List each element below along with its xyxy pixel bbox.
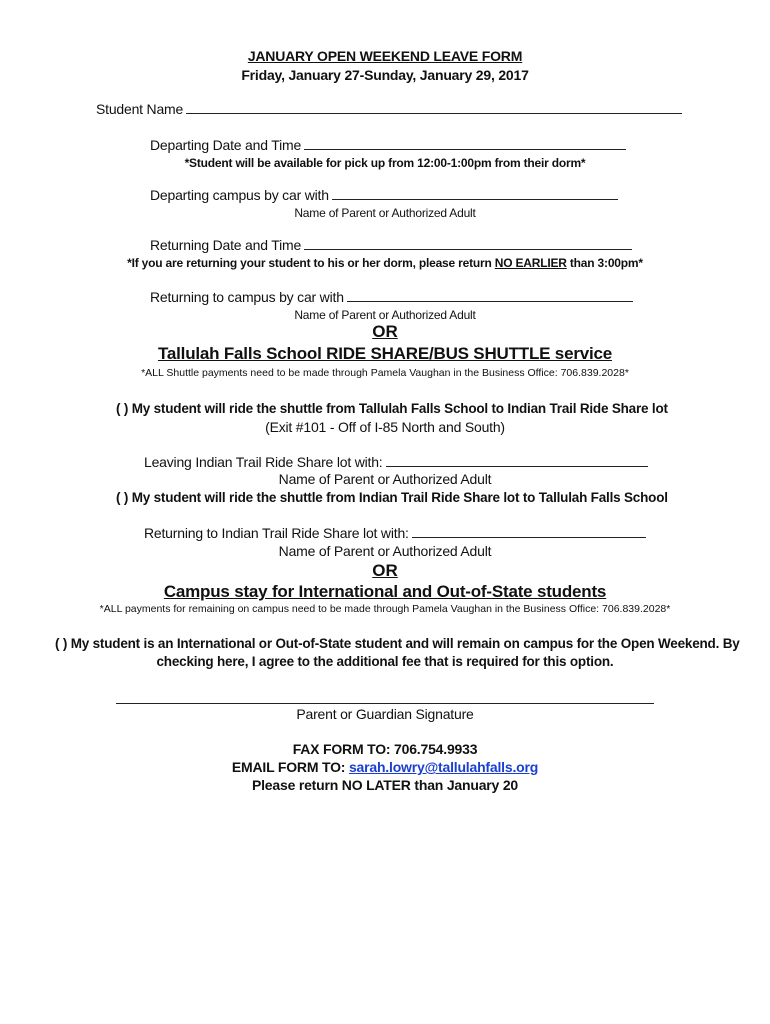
- returning-date-row: [150, 237, 632, 253]
- or-divider-2: OR: [372, 561, 398, 580]
- leaving-lot-row: [144, 454, 648, 470]
- shuttle-option-1-label: My student will ride the shuttle from Tallulah Falls School to Indian Trail Ride Share lot: [131, 401, 668, 416]
- returning-lot-caption: Name of Parent or Authorized Adult: [278, 543, 492, 559]
- returning-car-caption: Name of Parent or Authorized Adult: [294, 308, 476, 322]
- form-dates: Friday, January 27-Sunday, January 29, 2017: [241, 67, 529, 83]
- departing-date-row: [150, 137, 626, 153]
- returning-date-field[interactable]: [304, 237, 632, 250]
- student-name-field[interactable]: [186, 101, 682, 114]
- student-name-label: Student Name: [96, 101, 184, 117]
- departing-car-row: [150, 187, 618, 203]
- deadline-line: Please return NO LATER than January 20: [251, 777, 518, 793]
- departing-car-field[interactable]: [332, 187, 618, 200]
- campus-stay-heading: Campus stay for International and Out-of-State students: [163, 582, 607, 601]
- departing-car-caption: Name of Parent or Authorized Adult: [294, 206, 476, 220]
- departing-date-label: Departing Date and Time: [150, 137, 302, 153]
- returning-lot-row: [144, 525, 646, 541]
- leaving-lot-caption: Name of Parent or Authorized Adult: [278, 471, 492, 487]
- returning-date-label: Returning Date and Time: [150, 237, 302, 253]
- returning-lot-label: Returning to Indian Trail Ride Share lot with:: [144, 525, 409, 541]
- email-line: [0, 759, 770, 775]
- return-note-prefix: *If you are returning your student to his or her dorm, please return: [127, 256, 495, 270]
- fax-line: FAX FORM TO: 706.754.9933: [292, 741, 478, 757]
- campus-stay-option: [55, 636, 740, 651]
- form-title: JANUARY OPEN WEEKEND LEAVE FORM: [247, 48, 523, 64]
- leaving-lot-label: Leaving Indian Trail Ride Share lot with:: [144, 454, 383, 470]
- campus-stay-option-line-2: checking here, I agree to the additional fee that is required for this option.: [156, 654, 614, 669]
- shuttle-option-1: [116, 401, 668, 416]
- shuttle-payment-note: *ALL Shuttle payments need to be made through Pamela Vaughan in the Business Office: 706.839.2028*: [141, 367, 629, 379]
- email-link[interactable]: sarah.lowry@tallulahfalls.org: [348, 759, 539, 775]
- returning-car-label: Returning to campus by car with: [150, 289, 344, 305]
- shuttle-option-1-checkbox[interactable]: ( ): [116, 401, 129, 416]
- shuttle-option-2-checkbox[interactable]: ( ): [116, 490, 129, 505]
- shuttle-heading: Tallulah Falls School RIDE SHARE/BUS SHUTTLE service: [157, 344, 613, 363]
- student-name-row: [96, 101, 682, 117]
- return-note-emphasis: NO EARLIER: [494, 256, 567, 270]
- departing-car-label: Departing campus by car with: [150, 187, 329, 203]
- returning-lot-field[interactable]: [412, 525, 646, 538]
- return-note-suffix: than 3:00pm*: [566, 256, 643, 270]
- signature-caption: Parent or Guardian Signature: [296, 706, 474, 722]
- returning-car-row: [150, 289, 633, 305]
- exit-note: (Exit #101 - Off of I-85 North and South): [265, 419, 505, 435]
- returning-car-field[interactable]: [347, 289, 633, 302]
- campus-stay-payment-note: *ALL payments for remaining on campus need to be made through Pamela Vaughan in the Business Office: 706.839.2028*: [99, 603, 671, 615]
- campus-stay-option-line-1: My student is an International or Out-of-State student and will remain on campus for the Open Weekend. By: [70, 636, 740, 651]
- campus-stay-checkbox[interactable]: ( ): [55, 636, 68, 651]
- departing-date-field[interactable]: [304, 137, 626, 150]
- signature-line[interactable]: [116, 703, 654, 704]
- email-label: EMAIL FORM TO:: [231, 759, 349, 775]
- shuttle-option-2: [116, 490, 668, 505]
- or-divider-1: OR: [372, 322, 398, 341]
- shuttle-option-2-label: My student will ride the shuttle from Indian Trail Ride Share lot to Tallulah Falls School: [131, 490, 668, 505]
- leaving-lot-field[interactable]: [386, 454, 648, 467]
- return-note: [0, 256, 770, 270]
- pickup-note: *Student will be available for pick up from 12:00-1:00pm from their dorm*: [184, 156, 586, 170]
